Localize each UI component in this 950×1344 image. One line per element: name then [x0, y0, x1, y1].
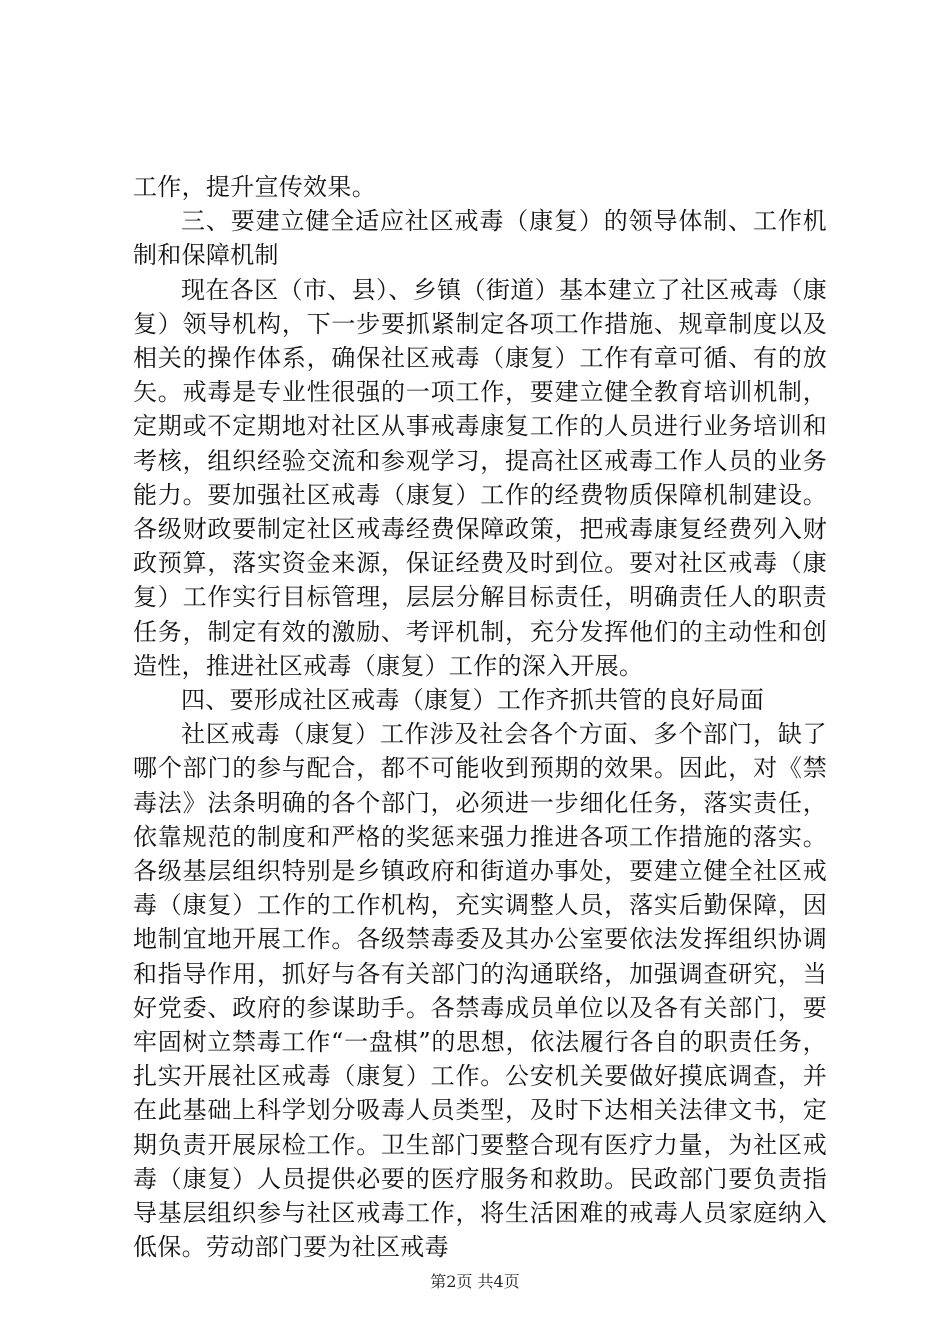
paragraph-section-4: 社区戒毒（康复）工作涉及社会各个方面、多个部门，缺了哪个部门的参与配合，都不可能收到预期的效果。因此，对《禁毒法》法条明确的各个部门，必须进一步细化任务，落实责任，依靠规范的制度和严格的奖惩来强力推进各项工作措施的落实。各级基层组织特别是乡镇政府和街道办事处，要建立健全社区戒毒（康复）工作的工作机构，充实调整人员，落实后勤保障，因地制宜地开展工作。各级禁毒委及其办公室要依法发挥组织协调和指导作用，抓好与各有关部门的沟通联络，加强调查研究，当好党委、政府的参谋助手。各禁毒成员单位以及各有关部门，要牢固树立禁毒工作“一盘棋”的思想，依法履行各自的职责任务，扎实开展社区戒毒（康复）工作。公安机关要做好摸底调查，并在此基础上科学划分吸毒人员类型，及时下达相关法律文书，定期负责开展尿检工作。卫生部门要整合现有医疗力量，为社区戒毒（康复）人员提供必要的医疗服务和救助。民政部门要负责指导基层组织参与社区戒毒工作，将生活困难的戒毒人员家庭纳入低保。劳动部门要为社区戒毒 [133, 720, 827, 1262]
section-heading-4: 四、要形成社区戒毒（康复）工作齐抓共管的良好局面 [181, 686, 765, 715]
document-body [133, 170, 827, 1265]
paragraph-continuation: 工作，提升宣传效果。 [133, 173, 376, 201]
paragraph-section-3: 现在各区（市、县）、乡镇（街道）基本建立了社区戒毒（康复）领导机构，下一步要抓紧制定各项工作措施、规章制度以及相关的操作体系，确保社区戒毒（康复）工作有章可循、有的放矢。戒毒是专业性很强的一项工作，要建立健全教育培训机制，定期或不定期地对社区从事戒毒康复工作的人员进行业务培训和考核，组织经验交流和参观学习，提高社区戒毒工作人员的业务能力。要加强社区戒毒（康复）工作的经费物质保障机制建设。各级财政要制定社区戒毒经费保障政策，把戒毒康复经费列入财政预算，落实资金来源，保证经费及时到位。要对社区戒毒（康复）工作实行目标管理，层层分解目标责任，明确责任人的职责任务，制定有效的激励、考评机制，充分发挥他们的主动性和创造性，推进社区戒毒（康复）工作的深入开展。 [133, 275, 827, 680]
section-heading-3: 三、要建立健全适应社区戒毒（康复）的领导体制、工作机制和保障机制 [133, 207, 827, 270]
page-number-footer: 第2页 共4页 [430, 1272, 520, 1291]
